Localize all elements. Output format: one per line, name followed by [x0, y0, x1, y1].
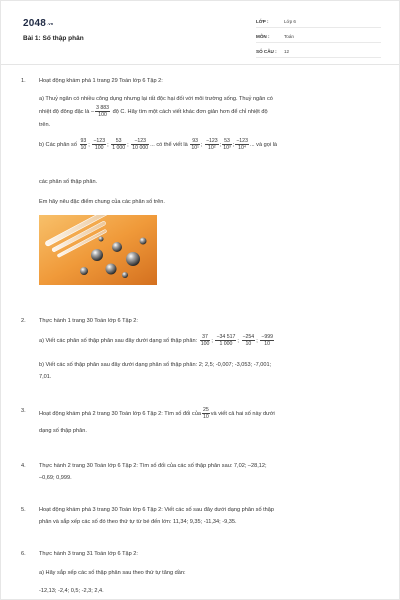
question-number: 6. — [21, 551, 26, 557]
question-number: 2. — [21, 318, 26, 324]
question-title: Thực hành 1 trang 30 Toán lớp 6 Tập 2: — [39, 318, 138, 324]
denominator: 10 — [80, 145, 87, 151]
denominator: 10³ — [223, 145, 231, 151]
question-text: dạng số thập phân. — [39, 428, 87, 434]
site-logo[interactable] — [23, 18, 53, 29]
fraction — [131, 138, 149, 151]
question-number: 4. — [21, 463, 26, 469]
fraction — [215, 334, 236, 347]
text-segment: nhiệt độ đông đặc là – — [39, 108, 95, 115]
question-number: 3. — [21, 408, 26, 414]
numerator: −34 517 — [216, 334, 236, 340]
page-title: Bài 1: Số thập phân — [23, 35, 84, 42]
numerator: −999 — [261, 334, 273, 340]
question-text: các phân số thập phân. — [39, 179, 98, 185]
numerator: −123 — [131, 138, 149, 145]
numerator: 37 — [200, 334, 211, 341]
numerator: −254 — [242, 334, 255, 340]
text-segment: độ C. Hãy tìm một cách viết khác đơn giản hơn để chỉ nhiệt độ — [112, 108, 268, 115]
question-text: 7,01. — [39, 374, 52, 380]
denominator: 100 — [98, 112, 107, 118]
numerator: 53 — [111, 138, 126, 145]
question-text: Hoạt động khám phá 3 trang 30 Toán lớp 6 Tập 2: Viết các số sau đây dưới dạng phân số thập — [39, 507, 274, 513]
question-text — [39, 105, 381, 118]
meta-row-subject — [256, 31, 381, 43]
numerator: −123 — [236, 138, 248, 144]
denominator: 10 — [202, 414, 209, 420]
fraction — [242, 334, 256, 347]
fraction — [202, 407, 210, 420]
fraction — [95, 105, 110, 118]
question-title: Hoạt động khám phá 1 trang 29 Toán lớp 6 Tập 2: — [39, 78, 163, 84]
text-segment: ... và gọi là — [249, 141, 278, 148]
question-text: b) Các phân số $\frac{93}{10}$ ; $\frac{-123}{100}$ ; $\frac{53}{1 000}$ ; $\frac{-123}{10 000}$ ... có thể viết là $\frac{93}{\text{10¹}}$ ; $\frac{-123}{\text{10²}}$ ; $\frac{53}{\text{10³}}$ ; $\frac{-123}{\text{10⁴}}$ ... và gọi là — [39, 138, 278, 151]
meta-row-count — [256, 46, 381, 58]
question-number: 5. — [21, 507, 26, 513]
denominator: 100 — [200, 341, 210, 347]
denominator: 10² — [208, 145, 216, 151]
question-text: a) Hãy sắp xếp các số thập phân sau theo thứ tự tăng dần: — [39, 570, 186, 576]
question-text: b) Viết các số thập phân sau đây dưới dạng phân số thập phân: 2; 2,5; -0,007; -3,053; -7,001; — [39, 362, 272, 368]
numerator: 53 — [224, 138, 230, 144]
fraction — [80, 138, 88, 151]
meta-panel — [256, 16, 381, 61]
numerator: 25 — [202, 407, 209, 413]
denominator: 10 — [245, 341, 252, 347]
question-text — [39, 407, 381, 420]
mercury-droplets-image — [39, 215, 157, 285]
denominator: 1 000 — [219, 341, 233, 347]
mercury-photo — [39, 215, 157, 285]
denominator: 10⁴ — [238, 145, 247, 151]
text-segment: và viết cả hai số này dưới — [210, 410, 275, 417]
fraction — [205, 138, 219, 151]
logo-text: 2048 — [23, 18, 47, 29]
text-segment: ... có thể viết là — [150, 141, 188, 148]
denominator: 10 — [264, 341, 271, 347]
meta-key: SỐ CÂU : — [256, 49, 277, 54]
fraction — [235, 138, 249, 151]
question-text: phân và sắp xếp các số đó theo thứ tự từ bé đến lớn: 11,34; 9,35; -11,34; -9,35. — [39, 519, 237, 525]
meta-value: 12 — [284, 49, 290, 54]
text-segment: a) Viết các phân số thập phân sau đây dưới dạng số thập phân: — [39, 337, 198, 344]
denominator: 10 000 — [132, 145, 149, 151]
meta-value: Lớp 6 — [284, 19, 296, 24]
question-text: –0,69; 0,999. — [39, 475, 72, 481]
meta-key: LỚP : — [256, 19, 269, 24]
numerator: −123 — [205, 138, 218, 144]
question-title: Thực hành 3 trang 31 Toán lớp 6 Tập 2: — [39, 551, 138, 557]
text-segment: Hoạt động khám phá 2 trang 30 Toán lớp 6 Tập 2: Tìm số đối của — [39, 410, 201, 417]
fraction — [200, 334, 211, 347]
question-number: 1. — [21, 78, 26, 84]
numerator: 93 — [80, 138, 87, 144]
header — [1, 1, 399, 65]
text-segment: b) Các phân số — [39, 141, 77, 148]
fraction — [222, 138, 232, 151]
denominator: 1 000 — [112, 145, 126, 151]
fraction — [111, 138, 126, 151]
denominator: 100 — [94, 145, 104, 151]
denominator: 10¹ — [191, 145, 199, 151]
question-text: a) Thuỷ ngân có nhiều công dụng nhưng lại rất độc hại đối với môi trường sống. Thuỷ ngân có — [39, 96, 273, 102]
question-text: trên. — [39, 122, 51, 128]
meta-row-class — [256, 16, 381, 28]
fraction — [92, 138, 106, 151]
numerator: 3 883 — [96, 105, 110, 111]
numerator: 93 — [192, 138, 198, 144]
question-text: Em hãy nêu đặc điểm chung của các phân số trên. — [39, 199, 165, 205]
meta-value: Toán — [284, 34, 294, 39]
question-text: -12,13; -2,4; 0,5; -2,3; 2,4. — [39, 588, 104, 594]
question-text: a) Viết các phân số thập phân sau đây dưới dạng số thập phân: $\frac{37}{100}$ ; $\frac{-34 517}{1 000}$ ; $\frac{-254}{10}$ ; $\frac{-999}{10}$ — [39, 334, 273, 347]
question-text: Thực hành 2 trang 30 Toán lớp 6 Tập 2: Tìm số đối của các số thập phân sau: 7,02; –28,12; — [39, 463, 267, 469]
numerator: −123 — [93, 138, 106, 144]
meta-key: MÔN : — [256, 34, 270, 39]
fraction — [190, 138, 200, 151]
logo-suffix: .vn — [47, 21, 54, 26]
fraction — [260, 334, 274, 347]
